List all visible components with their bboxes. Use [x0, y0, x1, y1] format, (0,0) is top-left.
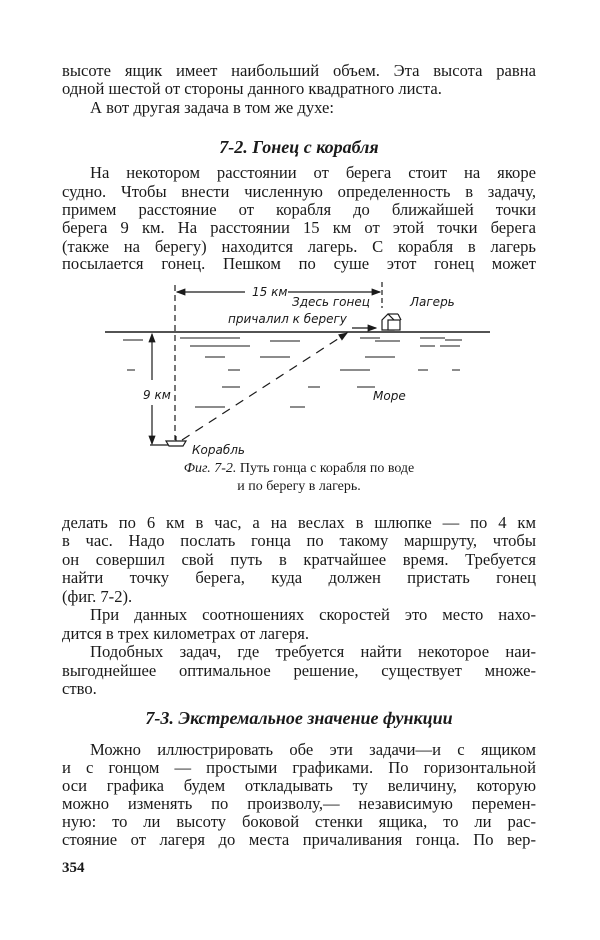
ship-label: Корабль: [192, 443, 245, 457]
text-line: На некотором расстоянии от берега стоит на якоре: [90, 163, 536, 182]
text-line: делать по 6 км в час, а на веслах в шлюпке — по 4 км: [62, 513, 536, 532]
text-line: Подобных задач, где требуется найти некоторое наи-: [90, 642, 536, 661]
text-line: в час. Надо послать гонца по такому маршруту, чтобы: [62, 531, 536, 550]
text-line: найти точку берега, куда должен пристать гонец: [62, 568, 536, 587]
depth-label: 9 км: [143, 388, 171, 402]
section-heading: 7-2. Гонец с корабля: [219, 137, 379, 157]
text-line: (также на берегу) находится лагерь. С корабля в лагерь: [62, 237, 536, 256]
text-line: оси графика будем откладывать ту величину, которую: [62, 776, 536, 795]
section-heading: 7-3. Экстремальное значение функции: [145, 708, 453, 728]
text-line: ную: то ли высоту боковой стенки ящика, то ли рас-: [62, 812, 536, 831]
text-line: судно. Чтобы внести численную определенность в задачу,: [62, 182, 536, 201]
camp-label: Лагерь: [410, 295, 455, 309]
sea-label: Море: [373, 389, 406, 403]
text-line: При данных соотношениях скоростей это место нахо-: [90, 605, 536, 624]
text-line: стояние от лагеря до места причаливания гонца. По вер-: [62, 830, 536, 849]
ship-icon: [166, 436, 186, 446]
distance-label: 15 км: [252, 285, 288, 299]
text-line: посылается гонец. Пешком по суше этот гонец может: [62, 254, 536, 273]
text-line: высоте ящик имеет наибольший объем. Эта высота равна: [62, 61, 536, 80]
landing-label: причалил к берегу: [228, 312, 347, 326]
text-line: можно изменять по произволу,— независимую перемен-: [62, 794, 536, 813]
text-line: А вот другая задача в том же духе:: [90, 98, 335, 117]
figure-caption: [62, 461, 536, 477]
boat-path-arrow: [182, 333, 347, 440]
text-line: выгоднейшее оптимальное решение, существует множе-: [62, 661, 536, 680]
text-line: ство.: [62, 679, 97, 698]
caption-text: Путь гонца с корабля по воде: [239, 461, 415, 476]
landing-label: Здесь гонец: [292, 295, 370, 309]
sea-waves: [123, 338, 462, 407]
text-line: дится в трех километрах от лагеря.: [62, 624, 310, 643]
text-line: (фиг. 7-2).: [62, 587, 133, 606]
text-line: и с гонцом — простыми графиками. По горизонтальной: [62, 758, 536, 777]
camp-house-icon: [382, 314, 401, 330]
text-line: берега 9 км. На расстоянии 15 км от этой точки берега: [62, 218, 536, 237]
figure-caption-line-2: и по берегу в лагерь.: [237, 479, 361, 494]
text-line: Можно иллюстрировать обе эти задачи—и с ящиком: [90, 740, 536, 759]
text-line: одной шестой от стороны данного квадратного листа.: [62, 79, 442, 98]
page-number: 354: [62, 860, 85, 876]
text-line: он совершил свой путь в кратчайшее время. Требуется: [62, 550, 536, 569]
caption-prefix: Фиг. 7-2.: [183, 461, 237, 476]
text-line: примем расстояние от корабля до ближайшей точки: [62, 200, 536, 219]
